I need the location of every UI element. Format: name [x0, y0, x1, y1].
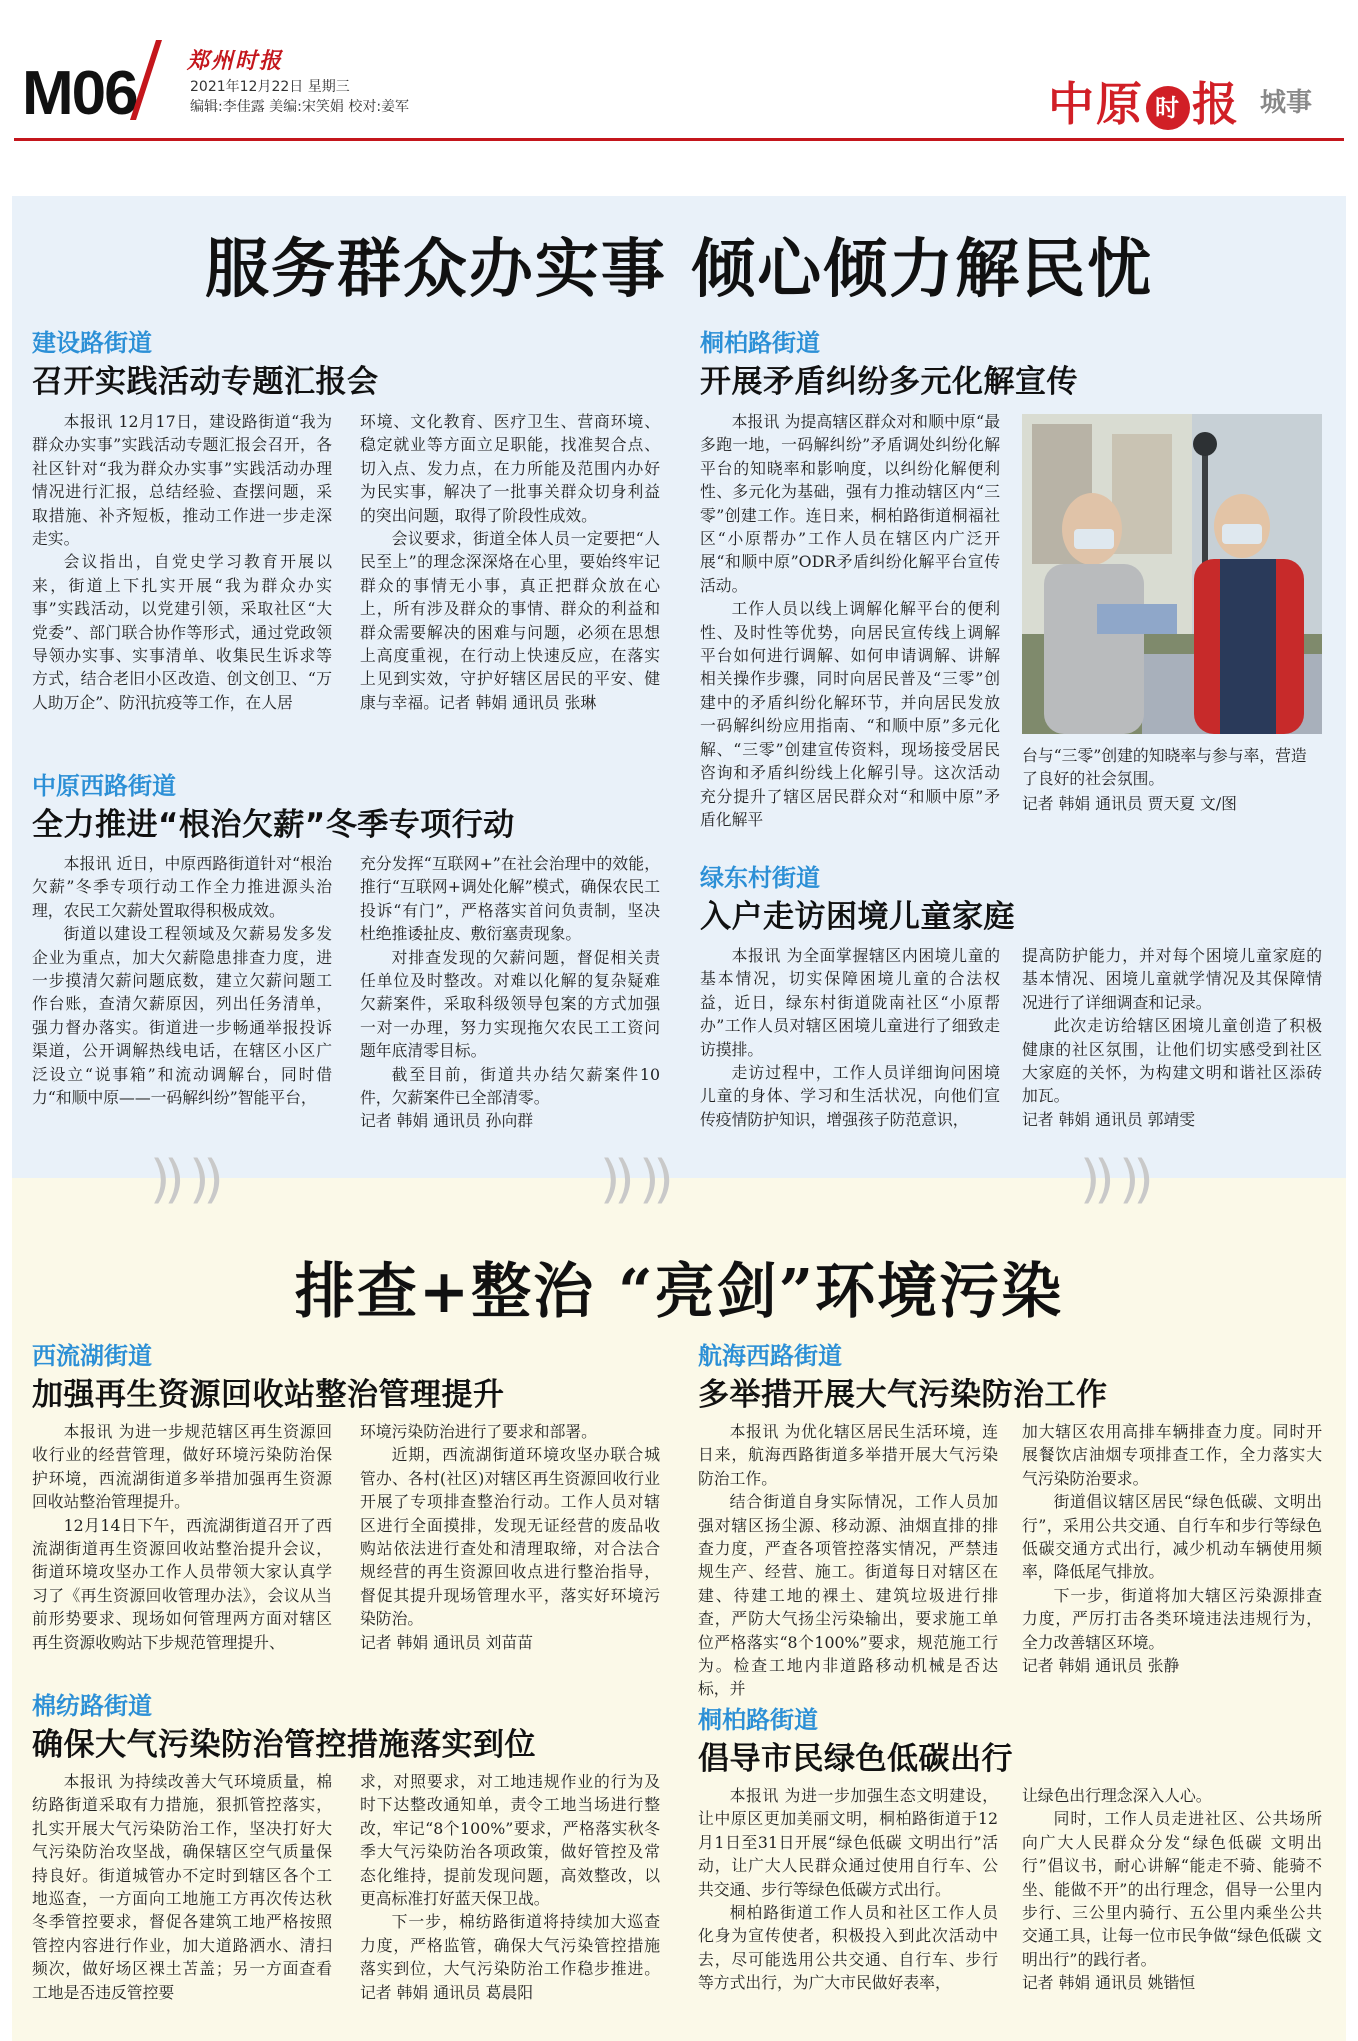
article-paragraph: 环境污染防治进行了要求和部署。 — [360, 1422, 597, 1441]
article-paragraph: 本报讯 为进一步加强生态文明建设，让中原区更加美丽文明，桐柏路街道于12月1日至31日开展“绿色低碳 文明出行”活动，让广大人民群众通过使用自行车、公共交通、步行等绿色低碳方式出行。 — [698, 1786, 998, 1899]
article-column — [360, 410, 660, 710]
article-paragraph: 本报讯 近日，中原西路街道针对“根治欠薪”冬季专项行动工作全力推进源头治理，农民工欠薪处置取得积极成效。 — [32, 854, 332, 920]
photo-credit: 记者 韩娟 通讯员 贾天夏 文/图 — [1022, 794, 1237, 813]
article-paragraph: 本报讯 为持续改善大气环境质量，棉纺路街道采取有力措施，狠抓管控落实，扎实开展大气污染防治工作，坚决打好大气污染防治攻坚战，确保辖区空气质量保持良好。街道城管办不定时到辖区各个工地巡查，一方面向工地施工方再次传达秋冬季管控要求，督促各建筑工地严格按照管控内容进行作业，加大道路洒水、清扫频次，做好场区裸土苫盖；另一方面查看工地是否违反管控要 — [32, 1772, 332, 2002]
article-column — [1022, 1784, 1322, 2006]
article-headline: 多举措开展大气污染防治工作 — [698, 1377, 1108, 1413]
article-paragraph: 工作人员以线上调解化解平台的便利性、及时性等优势，向居民宣传线上调解平台如何进行调解、如何申请调解、讲解相关操作步骤，同时向居民普及“三零”创建中的矛盾纠纷化解环节，并向居民发放一码解纠纷应用指南、“和顺中原”多元化解、“三零”创建宣传资料，现场接受居民咨询和矛盾纠纷线上化解引导。这次活动充分提升了辖区居民群众对“和顺中原”矛盾化解平 — [700, 599, 1000, 829]
article-column — [32, 1770, 332, 2004]
article-kicker: 建设路街道 — [32, 329, 152, 357]
article-headline: 全力推进“根治欠薪”冬季专项行动 — [32, 807, 515, 843]
article-paragraph: 求，对照要求，对工地违规作业的行为及时下达整改通知单，责令工地当场进行整改，牢记“8个100%”要求，严格落实秋冬季大气污染防治各项政策，做好管控及常态化维持，提前发现问题，高效整改，以更高标准打好蓝天保卫战。 — [360, 1772, 660, 1909]
article-headline: 入户走访困境儿童家庭 — [700, 899, 1015, 935]
decorative-divider-icon: )) )) — [150, 1150, 218, 1210]
article-paragraph: 本报讯 为全面掌握辖区内困境儿童的基本情况，切实保障困境儿童的合法权益，近日，绿东村街道陇南社区“小原帮办”工作人员对辖区困境儿童进行了细致走访摸排。 — [700, 946, 1000, 1059]
article-kicker: 棉纺路街道 — [32, 1692, 152, 1720]
article-kicker: 中原西路街道 — [32, 772, 176, 800]
article-kicker: 桐柏路街道 — [698, 1706, 818, 1734]
article-paragraph: 提高防护能力，并对每个困境儿童家庭的基本情况、困境儿童就学情况及其保障情况进行了详细调查和记录。 — [1022, 946, 1322, 1012]
article-paragraph: 会议要求，街道全体人员一定要把“人民至上”的理念深深烙在心里，要始终牢记群众的事情无小事，真正把群众放在心上，所有涉及群众的事情、群众的利益和群众需要解决的困难与问题，必须在思想上高度重视，在行动上快速反应，在落实上见到实效，守护好辖区居民的平安、健康与幸福。记者 韩娟 通讯员 张琳 — [360, 529, 660, 712]
article-paragraph: 结合街道自身实际情况，工作人员加强对辖区扬尘源、移动源、油烟直排的排查力度，严查各项管控落实情况，严禁违规生产、经营、施工。街道每日对辖区在建、待建工地的裸土、建筑垃圾进行排查，严防大气扬尘污染输出，要求施工单位严格落实“8个100%”要求，规范施工行为。检查工地内非道路移动机械是否达标，并 — [698, 1492, 998, 1699]
article-paragraph: 截至目前，街道共办结欠薪案件10件，欠薪案件已全部清零。 — [360, 1064, 660, 1108]
article-column — [32, 852, 332, 1136]
article-paragraph: 本报讯 为提高辖区群众对和顺中原“最多跑一地，一码解纠纷”矛盾调处纠纷化解平台的知晓率和影响度，以纠纷化解便利性、多元化为基础，强有力推动辖区内“三零”创建工作。连日来，桐柏路街道桐福社区“小原帮办”工作人员在辖区内广泛开展“和顺中原”ODR矛盾纠纷化解平台宣传活动。 — [700, 412, 1000, 595]
article-column — [360, 852, 660, 1136]
article-paragraph: 12月14日下午，西流湖街道召开了西流湖街道再生资源回收站整治提升会议，街道环境攻坚办工作人员带领大家认真学习了《再生资源回收管理办法》，会议从当前形势要求、现场如何管理两方面对辖区再生资源收购站下步规范管理提升、 — [32, 1515, 332, 1652]
section2-title: 排查+整治 “亮剑”环境污染 — [294, 1257, 1064, 1327]
photo-caption: 台与“三零”创建的知晓率与参与率，营造了良好的社会氛围。 — [1022, 746, 1307, 789]
article-paragraph: 桐柏路街道工作人员和社区工作人员化身为宣传使者，积极投入到此次活动中去，尽可能选用公共交通、自行车、步行等方式出行，为广大市民做好表率， — [698, 1903, 998, 1993]
article-paragraph: 街道以建设工程领域及欠薪易发多发企业为重点，加大欠薪隐患排查力度，进一步摸清欠薪问题底数，建立欠薪问题工作台账，查清欠薪原因，列出任务清单，强力督办落实。街道进一步畅通举报投诉渠道，公开调解热线电话，在辖区小区广泛设立“说事箱”和流动调解台，同时借力“和顺中原——一码解纠纷”智能平台， — [32, 924, 332, 1108]
decorative-divider-icon: )) )) — [1080, 1150, 1148, 1210]
article-credit: 记者 韩娟 通讯员 孙向群 — [360, 1111, 534, 1131]
article-paragraph: 会议指出，自党史学习教育开展以来，街道上下扎实开展“我为群众办实事”实践活动，以党建引领，采取社区“大党委”、部门联合协作等形式，通过党政领导领办实事、实事清单、收集民生诉求等方式，结合老旧小区改造、创文创卫、“万人助万企”、防汛抗疫等工作，在人居 — [32, 552, 332, 712]
article-paragraph: 让绿色出行理念深入人心。 — [1022, 1786, 1212, 1805]
article-paragraph: 加大辖区农用高排车辆排查力度。同时开展餐饮店油烟专项排查工作，全力落实大气污染防治要求。 — [1022, 1422, 1322, 1488]
article-credit: 记者 韩娟 通讯员 张静 — [1022, 1656, 1180, 1676]
date-line: 2021年12月22日 星期三 — [190, 79, 350, 95]
article-paragraph: 本报讯 12月17日，建设路街道“我为群众办实事”实践活动专题汇报会召开，各社区针对“我为群众办实事”实践活动办理情况进行汇报，总结经验、查摆问题，采取措施、补齐短板，推动工作进一步走深走实。 — [32, 412, 332, 549]
editors-line: 编辑:李佳露 美编:宋笑娟 校对:姜军 — [190, 99, 410, 115]
masthead-rule — [14, 138, 1344, 141]
article-headline: 召开实践活动专题汇报会 — [32, 364, 379, 400]
article-column — [698, 1784, 998, 2006]
brand-time-badge: 时 — [1146, 86, 1190, 130]
article-kicker: 航海西路街道 — [698, 1342, 842, 1370]
article-column — [700, 410, 1000, 829]
decorative-divider-icon: )) )) — [600, 1150, 668, 1210]
page-number: M06 — [22, 59, 137, 128]
article-paragraph: 本报讯 为优化辖区居民生活环境，连日来，航海西路街道多举措开展大气污染防治工作。 — [698, 1422, 998, 1488]
article-paragraph: 近期，西流湖街道环境攻坚办联合城管办、各村(社区)对辖区再生资源回收行业开展了专项排查整治行动。工作人员对辖区进行全面摸排，发现无证经营的废品收购站依法进行查处和清理取缔，对合法合规经营的再生资源回收点进行整治指导，督促其提升现场管理水平，落实好环境污染防治。 — [360, 1445, 660, 1629]
article-column — [32, 1420, 332, 1678]
article-paragraph: 本报讯 为进一步规范辖区再生资源回收行业的经营管理，做好环境污染防治保护环境，西流湖街道多举措加强再生资源回收站整治管理提升。 — [32, 1422, 332, 1512]
article-credit: 记者 韩娟 通讯员 姚锴恒 — [1022, 1973, 1196, 1993]
article-paragraph: 对排查发现的欠薪问题，督促相关责任单位及时整改。对难以化解的复杂疑难欠薪案件，采取科级领导包案的方式加强一对一办理，努力实现拖欠农民工工资问题年底清零目标。 — [360, 947, 660, 1061]
article-headline: 确保大气污染防治管控措施落实到位 — [32, 1727, 536, 1763]
article-column — [1022, 944, 1322, 1136]
article-paragraph: 下一步，棉纺路街道将持续加大巡查力度，严格监管，确保大气污染管控措施落实到位，大气污染防治工作稳步推进。 记者 韩娟 通讯员 葛晨阳 — [360, 1912, 660, 2002]
article-kicker: 西流湖街道 — [32, 1342, 152, 1370]
article-headline: 倡导市民绿色低碳出行 — [698, 1741, 1013, 1777]
article-paragraph: 街道倡议辖区居民“绿色低碳、文明出行”，采用公共交通、自行车和步行等绿色低碳交通方式出行，减少机动车辆使用频率，降低尾气排放。 — [1022, 1492, 1322, 1582]
article-paragraph: 走访过程中，工作人员详细询问困境儿童的身体、学习和生活状况，向他们宣传疫情防护知识，增强孩子防范意识， — [700, 1063, 1000, 1129]
article-column — [360, 1770, 660, 2004]
article-paragraph: 环境、文化教育、医疗卫生、营商环境、稳定就业等方面立足职能，找准契合点、切入点、发力点，在力所能及范围内办好为民实事，解决了一批事关群众切身利益的突出问题，取得了阶段性成效。 — [360, 412, 660, 525]
article-column — [700, 944, 1000, 1136]
article-column — [360, 1420, 660, 1678]
article-credit: 记者 韩娟 通讯员 刘苗苗 — [360, 1632, 534, 1652]
section1-title: 服务群众办实事 倾心倾力解民忧 — [204, 232, 1154, 307]
article-credit: 记者 韩娟 通讯员 郭靖雯 — [1022, 1109, 1196, 1129]
article-kicker: 绿东村街道 — [700, 864, 820, 892]
article-paragraph: 下一步，街道将加大辖区污染源排查力度，严厉打击各类环境违法违规行为，全力改善辖区环境。 — [1022, 1585, 1322, 1652]
article-paragraph: 同时，工作人员走进社区、公共场所向广大人民群众分发“绿色低碳 文明出行”倡议书，耐心讲解“能走不骑、能骑不坐、能做不开”的出行理念，倡导一公里内步行、三公里内骑行、五公里内乘坐公共交通工具，让每一位市民争做“绿色低碳 文明出行”的践行者。 — [1022, 1809, 1322, 1969]
article-paragraph: 充分发挥“互联网+”在社会治理中的效能，推行“互联网+调处化解”模式，确保农民工投诉“有门”，严格落实首问负责制，坚决杜绝推诿扯皮、敷衍塞责现象。 — [360, 854, 660, 944]
news-photo-illustration — [1022, 414, 1322, 734]
article-kicker: 桐柏路街道 — [700, 329, 820, 357]
article-headline: 开展矛盾纠纷多元化解宣传 — [700, 364, 1078, 400]
article-headline: 加强再生资源回收站整治管理提升 — [32, 1377, 505, 1413]
news-photo — [1022, 414, 1322, 734]
brand-logo — [1048, 68, 1240, 134]
article-column — [698, 1420, 998, 1699]
article-column — [32, 410, 332, 710]
brand-left: 中原 — [1048, 77, 1144, 131]
paper-logo: 郑州时报 — [187, 48, 284, 74]
section-name: 城事 — [1259, 88, 1312, 118]
article-paragraph: 此次走访给辖区困境儿童创造了积极健康的社区氛围，让他们切实感受到社区大家庭的关怀，为构建文明和谐社区添砖加瓦。 — [1022, 1016, 1322, 1106]
brand-right: 报 — [1192, 77, 1240, 131]
article-column — [1022, 1420, 1322, 1678]
